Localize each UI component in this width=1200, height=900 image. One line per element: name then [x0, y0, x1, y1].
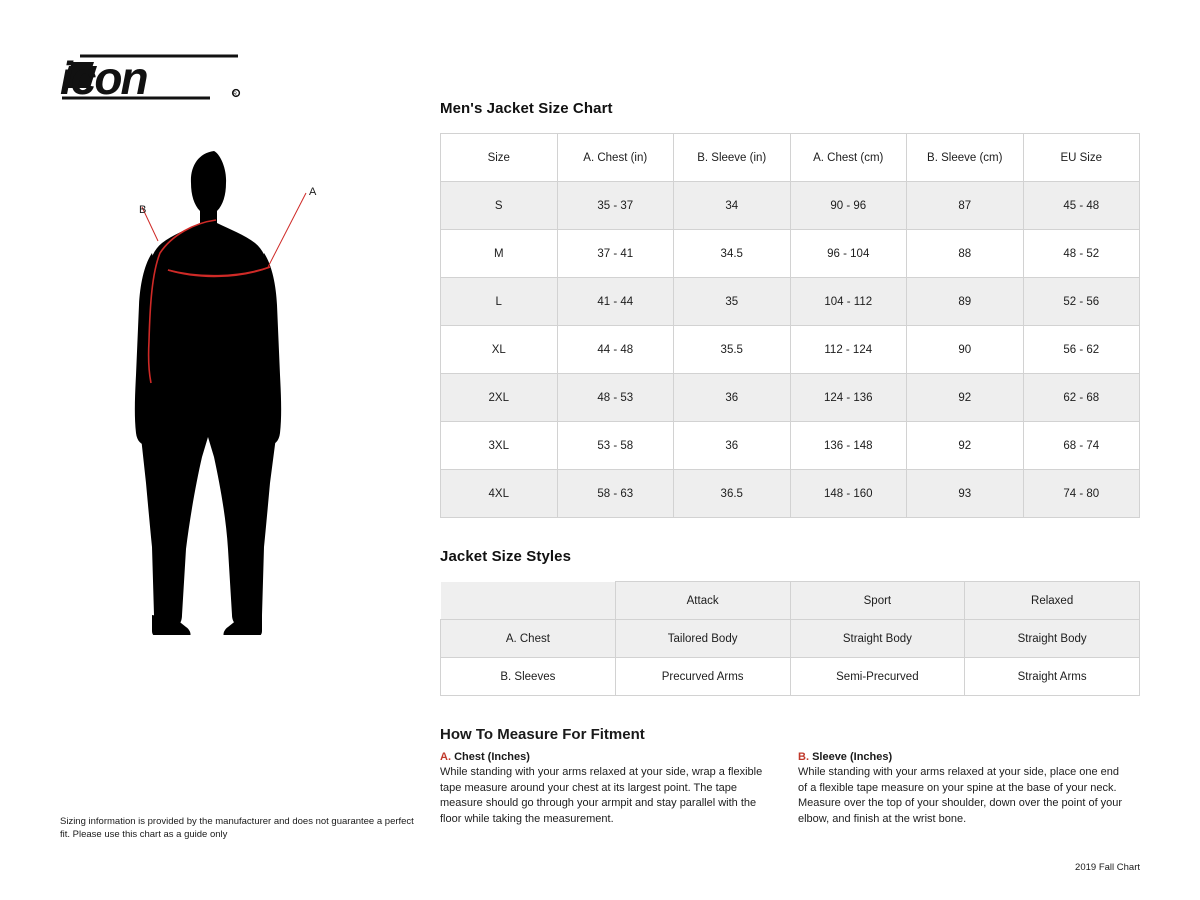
- measure-sleeve-heading: [798, 751, 1128, 763]
- column-header-eu-size: EU Size: [1023, 134, 1140, 182]
- cell-size: L: [441, 278, 558, 326]
- cell-size: 4XL: [441, 470, 558, 518]
- cell-size: 2XL: [441, 374, 558, 422]
- styles-row-label: B. Sleeves: [441, 658, 616, 696]
- styles-header-sport: Sport: [790, 582, 965, 620]
- styles-cell-relaxed: Straight Body: [965, 620, 1140, 658]
- disclaimer-text: Sizing information is provided by the manufacturer and does not guarantee a perfect fit. Please use this chart as a guide only: [60, 816, 414, 840]
- table-row: [441, 422, 1140, 470]
- table-row: [441, 278, 1140, 326]
- cell-chest-in: 48 - 53: [557, 374, 674, 422]
- cell-eu-size: 52 - 56: [1023, 278, 1140, 326]
- column-header-chest-in: A. Chest (in): [557, 134, 674, 182]
- measure-item-sleeve: [798, 751, 1128, 827]
- cell-sleeve-in: 34: [674, 182, 791, 230]
- cell-sleeve-in: 36: [674, 374, 791, 422]
- cell-chest-in: 41 - 44: [557, 278, 674, 326]
- styles-cell-sport: Semi-Precurved: [790, 658, 965, 696]
- cell-size: S: [441, 182, 558, 230]
- table-row: [441, 182, 1140, 230]
- measure-chest-heading: [440, 751, 770, 763]
- cell-sleeve-cm: 92: [907, 374, 1024, 422]
- how-to-measure-section: [440, 726, 1140, 827]
- cell-eu-size: 45 - 48: [1023, 182, 1140, 230]
- cell-chest-in: 44 - 48: [557, 326, 674, 374]
- styles-title: Jacket Size Styles: [440, 548, 572, 565]
- how-to-measure-title: How To Measure For Fitment: [440, 726, 645, 743]
- cell-eu-size: 68 - 74: [1023, 422, 1140, 470]
- column-header-size: Size: [441, 134, 558, 182]
- styles-cell-attack: Precurved Arms: [615, 658, 790, 696]
- cell-sleeve-in: 36: [674, 422, 791, 470]
- table-row: [441, 374, 1140, 422]
- styles-cell-sport: Straight Body: [790, 620, 965, 658]
- svg-text:icon: icon: [60, 52, 147, 104]
- column-header-sleeve-cm: B. Sleeve (cm): [907, 134, 1024, 182]
- cell-eu-size: 62 - 68: [1023, 374, 1140, 422]
- column-header-sleeve-in: B. Sleeve (in): [674, 134, 791, 182]
- styles-cell-attack: Tailored Body: [615, 620, 790, 658]
- styles-header-row: [441, 582, 1140, 620]
- table-row: [441, 230, 1140, 278]
- styles-header-relaxed: Relaxed: [965, 582, 1140, 620]
- cell-sleeve-cm: 88: [907, 230, 1024, 278]
- measure-chest-body: While standing with your arms relaxed at your side, wrap a flexible tape measure around your chest at its largest point. The tape measure should go through your armpit and stay parallel with the floor while taking the measurement.: [440, 766, 763, 825]
- table-row: [441, 326, 1140, 374]
- jacket-size-styles-section: [440, 548, 1140, 696]
- cell-eu-size: 74 - 80: [1023, 470, 1140, 518]
- cell-chest-in: 37 - 41: [557, 230, 674, 278]
- svg-text:R: R: [233, 91, 237, 98]
- measure-chest-letter: A.: [440, 751, 451, 763]
- content-column: [440, 100, 1140, 827]
- callout-label-a: A: [309, 186, 317, 198]
- measure-item-chest: [440, 751, 770, 827]
- measure-sleeve-letter: B.: [798, 751, 809, 763]
- cell-chest-in: 58 - 63: [557, 470, 674, 518]
- cell-eu-size: 48 - 52: [1023, 230, 1140, 278]
- cell-chest-cm: 148 - 160: [790, 470, 907, 518]
- cell-sleeve-in: 35.5: [674, 326, 791, 374]
- chart-stamp: 2019 Fall Chart: [1075, 862, 1140, 873]
- styles-row-sleeves: [441, 658, 1140, 696]
- mens-jacket-size-table: [440, 133, 1140, 518]
- styles-header-attack: Attack: [615, 582, 790, 620]
- cell-sleeve-cm: 93: [907, 470, 1024, 518]
- cell-chest-in: 35 - 37: [557, 182, 674, 230]
- cell-chest-in: 53 - 58: [557, 422, 674, 470]
- table-row: [441, 470, 1140, 518]
- measure-chest-label: Chest (Inches): [454, 751, 530, 763]
- column-header-chest-cm: A. Chest (cm): [790, 134, 907, 182]
- styles-corner-blank: [441, 582, 616, 620]
- cell-chest-cm: 112 - 124: [790, 326, 907, 374]
- cell-size: 3XL: [441, 422, 558, 470]
- cell-sleeve-cm: 92: [907, 422, 1024, 470]
- cell-chest-cm: 90 - 96: [790, 182, 907, 230]
- measure-sleeve-body: While standing with your arms relaxed at your side, place one end of a flexible tape measure on your spine at the base of your neck. Measure over the top of your shoulder, down over the point of your elbow, and finish at the wrist bone.: [798, 766, 1123, 825]
- callout-label-b: B: [139, 204, 147, 216]
- cell-size: M: [441, 230, 558, 278]
- cell-size: XL: [441, 326, 558, 374]
- measure-sleeve-label: Sleeve (Inches): [812, 751, 893, 763]
- cell-eu-size: 56 - 62: [1023, 326, 1140, 374]
- size-chart-title: Men's Jacket Size Chart: [440, 100, 613, 117]
- cell-sleeve-in: 35: [674, 278, 791, 326]
- cell-sleeve-in: 36.5: [674, 470, 791, 518]
- cell-sleeve-cm: 90: [907, 326, 1024, 374]
- cell-chest-cm: 104 - 112: [790, 278, 907, 326]
- cell-sleeve-in: 34.5: [674, 230, 791, 278]
- cell-sleeve-cm: 87: [907, 182, 1024, 230]
- body-measurement-figure: [128, 145, 328, 635]
- cell-chest-cm: 96 - 104: [790, 230, 907, 278]
- styles-row-label: A. Chest: [441, 620, 616, 658]
- cell-chest-cm: 136 - 148: [790, 422, 907, 470]
- table-header-row: [441, 134, 1140, 182]
- cell-sleeve-cm: 89: [907, 278, 1024, 326]
- cell-chest-cm: 124 - 136: [790, 374, 907, 422]
- styles-cell-relaxed: Straight Arms: [965, 658, 1140, 696]
- styles-row-chest: [441, 620, 1140, 658]
- jacket-size-styles-table: [440, 581, 1140, 696]
- icon-logo: [60, 52, 245, 104]
